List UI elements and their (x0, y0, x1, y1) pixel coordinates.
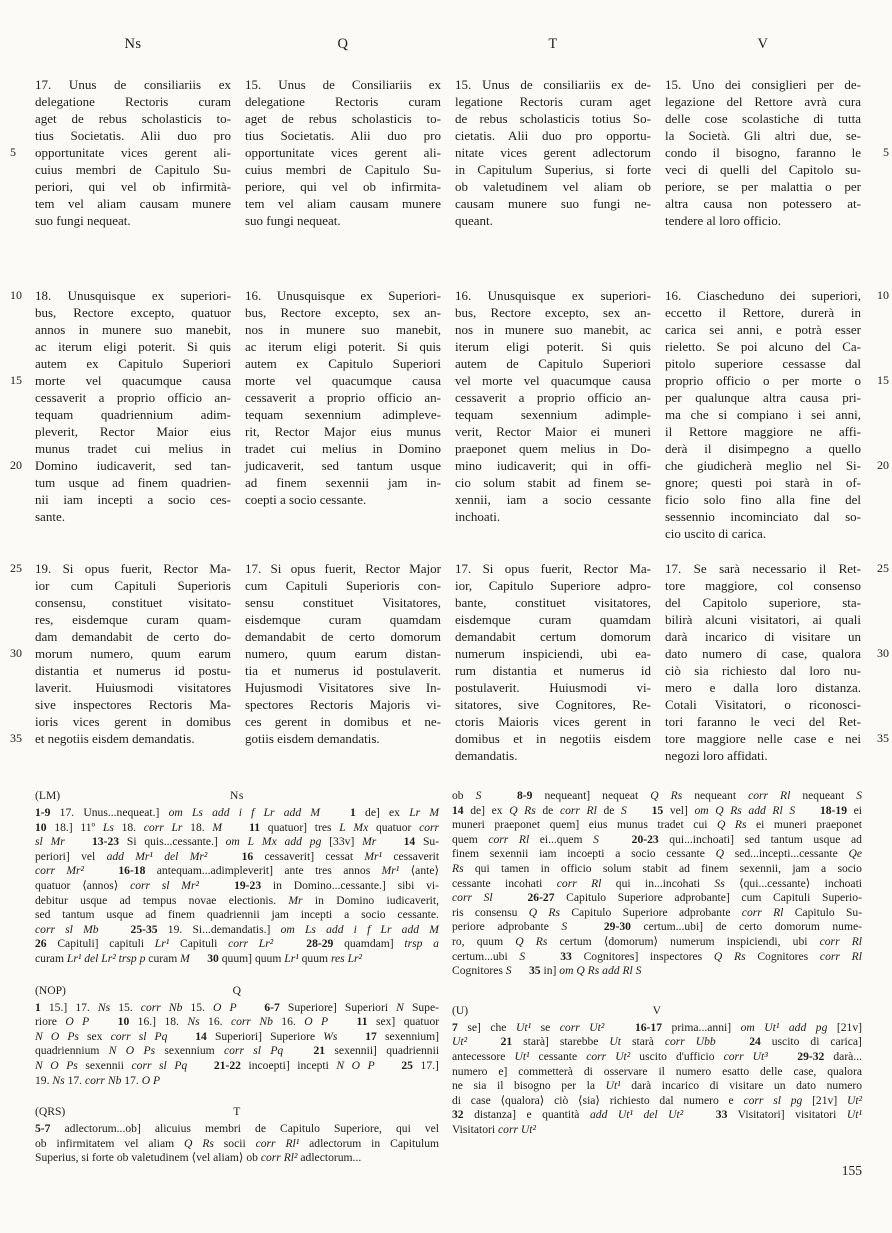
text-line: numerum inspiciendi, ubi ea- (455, 646, 651, 661)
margin-line-number: 10 (10, 288, 22, 302)
column-siglum-q: Q (337, 36, 349, 52)
text-line: derà il disimpegno a quello (665, 441, 861, 456)
text-line: tequam sexennium adimpleve- (245, 407, 441, 422)
apparatus-line: cessante incohati corr Rl qui in...incohati Ss ⟨qui...cessante⟩ inchoati (452, 876, 863, 890)
text-line: gotiis eisdem demandatis. (245, 731, 380, 746)
text-line: tequam sexennium adimple- (455, 407, 651, 422)
column-siglum-v: V (757, 36, 769, 52)
apparatus-section-lm-header (35, 789, 439, 804)
apparatus-line: 5-7 adlectorum...ob] alicuius membri de Capitulo Superiore, qui vel (35, 1122, 440, 1136)
text-line: eisdemque curam quamdam (245, 612, 441, 627)
text-line: periori, qui vel ob infirmità- (35, 179, 231, 194)
text-line: vel morte vel quacumque causa (455, 373, 651, 388)
text-line: periore, se per malattia o per (665, 179, 861, 194)
apparatus-line: Ut² 21 starà] starebbe Ut starà corr Ubb 24 uscito di carica] (452, 1035, 862, 1049)
apparatus-entries-u (452, 1021, 862, 1138)
text-line: negozi loro affidati. (665, 748, 768, 763)
margin-line-number: 30 (877, 646, 889, 660)
apparatus-line: 7 se] che Ut¹ se corr Ut² 16-17 prima...anni] om Ut¹ add pg [21v] (452, 1020, 863, 1034)
margin-line-number: 5 (10, 145, 16, 159)
text-line: delegatione Rectoris curam (245, 94, 441, 109)
apparatus-section-nop (35, 984, 439, 1089)
apparatus-line: 10 18.] 11º Ls 18. corr Lr 18. M 11 quatuor] tres L Mx quatuor corr (35, 820, 440, 834)
text-line: darà incarico di visitare un (665, 629, 861, 644)
apparatus-section-qrs (35, 1105, 439, 1166)
text-line: tequam quadriennium adim- (35, 407, 231, 422)
apparatus-section-u-header (452, 1004, 862, 1019)
text-line: mino iudicaverit; qui in offi- (455, 458, 651, 473)
apparatus-section-qrs-header (35, 1105, 439, 1120)
margin-line-number: 35 (10, 731, 22, 745)
text-line: periore, qui vel ob infirmita- (245, 179, 441, 194)
apparatus-line: 26 Capituli] capituli Lr¹ Capituli corr Lr² 28-29 quamdam] trsp a (35, 937, 439, 951)
apparatus-line: quatuor ⟨annos⟩ corr sl Mr² 19-23 in Domino...cessante.] sibi vi- (35, 878, 439, 892)
apparatus-line: ro, quum Q Rs certum ⟨domorum⟩ numerum inspiciendi, ubi corr Rl (452, 934, 863, 948)
apparatus-line: certum...ubi S 33 Cognitores] inspectores Q Rs Cognitores corr Rl (452, 949, 862, 963)
apparatus-entries-nop (35, 1001, 439, 1089)
text-line: tore maggiore, col consenso (665, 578, 861, 593)
text-line: tendere al loro officio. (665, 213, 781, 228)
text-line: sante. (35, 509, 65, 524)
apparatus-line: periore adprobante S 29-30 certum...ubi] de certo domorum nume- (452, 920, 862, 934)
text-line: legatione Rectoris curam aget (455, 94, 651, 109)
apparatus-entries-qrs-continued (452, 789, 862, 979)
text-line: annos in munere suo manebit, (35, 322, 231, 337)
text-line: morum numero, quum earum 30 (10, 646, 231, 661)
text-line: delle cose scolastiche di tutta (665, 111, 861, 126)
text-line: nos in munere suo manebit, ac (455, 322, 651, 337)
apparatus-group-label: (LM) (35, 789, 61, 802)
apparatus-line: muneri praeponet quem] eius munus tradet cui Q Rs ei muneri praeponet (452, 818, 862, 832)
text-line: autem ex Capitulo Superiori (245, 356, 441, 371)
margin-line-number: 30 (10, 646, 22, 660)
column-sigla-row (35, 36, 861, 53)
text-line: autem ex Capitulo Superiori (35, 356, 231, 371)
margin-line-number: 15 (10, 373, 22, 387)
text-line: 17. Si opus fuerit, Rector Ma- (455, 561, 651, 576)
text-line: dam demandabit de certo do- (35, 629, 231, 644)
text-line: rum distantia et numerus id (455, 663, 651, 678)
paragraph-t-16 (455, 287, 651, 525)
text-line: numero, quum earum distan- (245, 646, 441, 661)
text-line: sensu constituet Visitatores, (245, 595, 441, 610)
text-line: ma che si compiano i sei anni, (665, 407, 861, 422)
paragraph-q-15 (245, 76, 441, 229)
apparatus-line: Cognitores S 35 in] om Q Rs add Rl S (452, 964, 642, 978)
apparatus-column-siglum: T (233, 1105, 241, 1119)
text-line: ac iterum eligi poterit. Si quis (245, 339, 441, 354)
text-line: 16. Ciascheduno dei superiori, 10 (665, 288, 889, 303)
text-line: opportunitate vices gerent ali- (245, 145, 441, 160)
text-line: tem vel aliam causam munere (35, 196, 231, 211)
paragraph-row-1 (10, 76, 889, 229)
apparatus-right-column (452, 789, 862, 1137)
text-line: che giudicherà meglio nel Si- 20 (665, 458, 889, 473)
text-line: tore maggiore nelle case e nei 35 (665, 731, 889, 746)
text-line: eisdemque curam quamdam (455, 612, 651, 627)
apparatus-group-label: (QRS) (35, 1105, 66, 1119)
text-line: inchoati. (455, 509, 501, 524)
text-line: cum Capituli Superioris con- (245, 578, 441, 593)
text-line: iterum eligi poterit. Si quis (455, 339, 651, 354)
text-line: causam munere suo fungi ne- (455, 196, 651, 211)
apparatus-line: ris consensu Q Rs Capitulo Superiore adprobante corr Rl Capitulo Su- (452, 905, 863, 919)
text-line: eccetto il Rettore, durerà in (665, 305, 861, 320)
apparatus-line: numero e] commetterà di osservare il numero esatto delle case, qualora (452, 1064, 862, 1078)
text-line: Domino iudicaverit, sed tan- 20 (10, 458, 231, 473)
text-line: aget de rebus scholasticis to- (245, 111, 441, 126)
apparatus-group-label: (NOP) (35, 983, 66, 997)
text-line: ac iterum eligi poterit. Si quis (35, 339, 231, 354)
apparatus-line: quem corr Rl ei...quem S 20-23 qui...inchoati] sed tantum usque ad (452, 832, 862, 846)
text-line: tori faranno le veci del Ret- (665, 714, 861, 729)
text-line: sive inspectores Rectoris Ma- (35, 697, 231, 712)
margin-line-number: 15 (877, 373, 889, 387)
text-line: consensu, constituet visitato- (35, 595, 231, 610)
apparatus-line: ob S 8-9 nequeant] nequeat Q Rs nequeant corr Rl nequeant S (452, 789, 862, 802)
text-line: 15. Unus de consiliariis ex de- (455, 77, 651, 92)
text-line: 17. Se sarà necessario il Ret- 25 (665, 561, 889, 576)
text-line: postulaverit. Huiusmodi vi- (455, 680, 651, 695)
apparatus-entries-lm (35, 806, 439, 967)
text-line: 19. Si opus fuerit, Rector Ma- 25 (10, 561, 231, 576)
apparatus-column-siglum: Q (232, 983, 242, 997)
text-line: bus, Rectore excepto, sex an- (245, 305, 441, 320)
text-line: domibus et in negotiis eisdem (455, 731, 651, 746)
text-line: demandatis. (455, 748, 518, 763)
paragraph-row-2 (10, 287, 889, 542)
paragraph-q-16 (245, 287, 441, 508)
text-line: munus tradet cui melius in (35, 441, 231, 456)
paragraph-row-3 (10, 560, 889, 764)
text-line: 17. Si opus fuerit, Rector Major (245, 561, 441, 576)
margin-line-number: 25 (877, 561, 889, 575)
apparatus-line: ob infirmitatem vel aliam Q Rs socii corr Rl¹ adlectorum in Capitulum (35, 1136, 440, 1150)
apparatus-section-lm (35, 789, 439, 967)
text-line: praeponet quem melius in Do- (455, 441, 651, 456)
text-line: morte vel quacumque causa (245, 373, 441, 388)
paragraph-ns-17 (10, 76, 231, 229)
text-line: il Rettore maggiore ne affi- (665, 424, 861, 439)
text-line: ad finem sexennii jam in- (245, 475, 441, 490)
text-line: sessennio incominciato dal so- (665, 509, 861, 524)
apparatus-line: N O Ps sex corr sl Pq 14 Superiori] Superiore Ws 17 sexennium] (35, 1029, 440, 1043)
apparatus-line: riore O P 10 16.] 18. Ns 16. corr Nb 16. O P 11 sex] quatuor (35, 1015, 440, 1029)
text-line: rit, Rector Major eius munus (245, 424, 441, 439)
text-line: coepti a socio cessante. (245, 492, 367, 507)
paragraph-t-15 (455, 76, 651, 229)
margin-line-number: 10 (877, 288, 889, 302)
apparatus-section-qrs-continued (452, 789, 862, 979)
text-line: per qualunque altra causa pri- (665, 390, 861, 405)
text-line: veci di quelli del Capitolo su- (665, 162, 861, 177)
text-line: delegatione Rectoris curam (35, 94, 231, 109)
paragraph-t-17 (455, 560, 651, 764)
text-line: ioris vices gerent in domibus (35, 714, 231, 729)
text-line: ctoris Maioris vices gerent in (455, 714, 651, 729)
text-line: et negotiis eisdem demandatis. 35 (10, 731, 195, 746)
apparatus-line: debitur usque ad tempus novae electionis. Mr in Domino iudicaverit, (35, 893, 440, 907)
text-line: condo il bisogno, faranno le 5 (665, 145, 889, 160)
paragraph-v-15 (665, 76, 889, 229)
text-line: morte vel quacumque causa 15 (10, 373, 231, 388)
margin-line-number: 20 (877, 458, 889, 472)
margin-line-number: 20 (10, 458, 22, 472)
text-line: verit, Rector Maior ei muneri (455, 424, 651, 439)
text-line: queant. (455, 213, 493, 228)
text-line: 15. Uno dei consiglieri per de- (665, 77, 861, 92)
text-line: la Società. Gli altri due, se- (665, 128, 861, 143)
apparatus-line: sed tantum usque ad finem quadriennii jam incepti a socio cessante. (35, 908, 439, 922)
text-line: cessaverit a proprio officio an- (455, 390, 651, 405)
text-line: bus, Rectore excepto, quatuor (35, 305, 231, 320)
text-line: tum usque ad finem quadrien- (35, 475, 231, 490)
text-line: legazione del Rettore avrà cura (665, 94, 861, 109)
text-line: opportunitate vices gerent ali- 5 (10, 145, 231, 160)
apparatus-line: sl Mr 13-23 Si quis...cessante.] om L Mx add pg [33v] Mr 14 Su- (35, 835, 440, 849)
text-line: autem de Capitulo Superiori (455, 356, 651, 371)
text-line: rieletto. Se poi alcuno del Ca- (665, 339, 861, 354)
text-line: spectores Rectoris Majoris vi- (245, 697, 441, 712)
apparatus-section-u (452, 1004, 862, 1138)
apparatus-line: 19. Ns 17. corr Nb 17. O P (35, 1073, 161, 1087)
text-line: 16. Unusquisque ex Superiori- (245, 288, 441, 303)
page-number: 155 (841, 1163, 862, 1178)
apparatus-line: Visitatori corr Ut² (452, 1122, 536, 1136)
text-line: nitate vices gerent adlectorum (455, 145, 651, 160)
text-line: cio uscito di carica. (665, 526, 767, 541)
text-line: proprio officio o per morte o 15 (665, 373, 889, 388)
text-line: in Capitulum Superius, si forte (455, 162, 651, 177)
column-siglum-t: T (548, 36, 558, 52)
text-line: bus, Rectore excepto, sex an- (455, 305, 651, 320)
text-line: ob valetudinem vel aliam ob (455, 179, 651, 194)
text-line: xennii, iam a socio cessante (455, 492, 651, 507)
apparatus-line: 32 distanza] e quantità add Ut¹ del Ut² 33 Visitatori] visitatori Ut¹ (452, 1108, 862, 1122)
text-line: ficio solo fino alla fine del (665, 492, 861, 507)
paragraph-v-16 (665, 287, 889, 542)
text-line: de rebus scholasticis totius So- (455, 111, 651, 126)
text-line: 16. Unusquisque ex superiori- (455, 288, 651, 303)
apparatus-line: Rs qui tamen in officio solum stabit ad finem sexennii, jam a socio (452, 861, 862, 875)
text-line: sitatores, sive Cognitores, Re- (455, 697, 651, 712)
text-line: suo fungi nequeat. (245, 213, 341, 228)
margin-line-number: 5 (883, 145, 889, 159)
text-line: carica sei anni, e potrà esser (665, 322, 861, 337)
text-line: tius Societatis. Alii duo pro (35, 128, 231, 143)
apparatus-column-siglum: Ns (230, 789, 244, 802)
text-line: del Capitolo superiore, sta- (665, 595, 861, 610)
apparatus-section-nop-header (35, 984, 439, 999)
apparatus-column-siglum: V (652, 1003, 662, 1017)
text-line: mero e dalla loro distanza. (665, 680, 861, 695)
text-line: bilirà alcuni visitatori, ai quali (665, 612, 861, 627)
text-line: nii iam incepti a socio ces- (35, 492, 231, 507)
apparatus-line: 1 15.] 17. Ns 15. corr Nb 15. O P 6-7 Superiore] Superiori N Supe- (35, 1000, 439, 1014)
text-line: demandabit de certo domorum (245, 629, 441, 644)
text-line: tradet cui melius in Domino (245, 441, 441, 456)
text-line: 17. Unus de consiliariis ex (35, 77, 231, 92)
column-siglum-ns: Ns (124, 36, 142, 52)
text-line: ior cum Capituli Superioris (35, 578, 231, 593)
text-line: cietatis. Alii duo pro opportu- (455, 128, 651, 143)
text-line: cessaverit a proprio officio an- (245, 390, 441, 405)
text-line: tem vel aliam causam munere (245, 196, 441, 211)
text-line: ior, Capitulo Superiore adpro- (455, 578, 651, 593)
apparatus-line: antecessore Ut¹ cessante corr Ut² uscito d'ufficio corr Ut³ 29-32 darà... (452, 1049, 863, 1063)
apparatus-line: corr Mr² 16-18 antequam...adimpleverit] ante tres annos Mr¹ ⟨ante⟩ (35, 864, 440, 878)
text-line: Hujusmodi Visitatores sive In- (245, 680, 441, 695)
text-line: laverit. Huiusmodi visitatores (35, 680, 231, 695)
text-line: 18. Unusquisque ex superiori- 10 (10, 288, 231, 303)
paragraph-q-17 (245, 560, 441, 747)
text-line: cuius membri de Capitulo Su- (35, 162, 231, 177)
margin-line-number: 35 (877, 731, 889, 745)
apparatus-line: quadriennium N O Ps sexennium corr sl Pq 21 sexennii] quadriennii (35, 1044, 440, 1058)
text-line: pleverit, Rector Maior eius (35, 424, 231, 439)
paragraph-ns-18 (10, 287, 231, 525)
apparatus-line: periori] vel add Mr¹ del Mr² 16 cessaverit] cessat Mr¹ cessaverit (35, 849, 440, 863)
text-line: demandabit certum domorum (455, 629, 651, 644)
apparatus-line: corr Sl 26-27 Capitulo Superiore adprobante] cum Capituli Superio- (452, 891, 862, 905)
apparatus-line: finem sexennii iam incoepti a socio cessante Q sed...incepti...cessante Qe (452, 847, 862, 861)
text-line: cessaverit a proprio officio an- (35, 390, 231, 405)
apparatus-line: ne sia il bisogno per la Ut¹ darà incarico di visitare un dato numero (452, 1079, 863, 1093)
apparatus-line: di case ⟨qualora⟩ ciò ⟨sia⟩ richiesto dal numero e corr sl pg [21v] Ut² (452, 1093, 863, 1107)
text-line: altra causa non potessero at- (665, 196, 861, 211)
apparatus-group-label: (U) (452, 1003, 469, 1017)
apparatus-left-column (35, 789, 439, 1166)
paragraph-ns-19 (10, 560, 231, 747)
text-line: nos in munere suo manebit, (245, 322, 441, 337)
text-line: judicaverit, sed tantum usque (245, 458, 441, 473)
apparatus-entries-qrs (35, 1122, 439, 1166)
apparatus-line: curam Lr¹ del Lr² trsp p curam M 30 quum] quum Lr¹ quum res Lr² (35, 951, 363, 965)
text-line: suo fungi nequeat. (35, 213, 131, 228)
text-line: pitolo superiore cessasse dal (665, 356, 861, 371)
paragraph-v-17 (665, 560, 889, 764)
text-line: res, eisdemque curam quam- (35, 612, 231, 627)
text-line: gnore; questi poi starà in of- (665, 475, 861, 490)
text-line: ciò sia richiesto dal loro nu- (665, 663, 861, 678)
apparatus-line: N O Ps sexennii corr sl Pq 21-22 incoepti] incepti N O P 25 17.] (35, 1058, 439, 1072)
apparatus-line: Superius, si forte ob valetudinem ⟨vel aliam⟩ ob corr Rl² adlectorum... (35, 1151, 362, 1165)
apparatus-line: corr sl Mb 25-35 19. Si...demandatis.] om Ls add i f Lr add M (35, 922, 439, 936)
text-line: ces gerent in domibus et ne- (245, 714, 441, 729)
text-line: 15. Unus de Consiliariis ex (245, 77, 441, 92)
text-line: tia et numerus id postulaverit. (245, 663, 441, 678)
text-line: cuius membri de Capitulo Su- (245, 162, 441, 177)
text-line: aget de rebus scholasticis to- (35, 111, 231, 126)
text-line: bante, constituet visitatores, (455, 595, 651, 610)
apparatus-line: 1-9 17. Unus...nequeat.] om Ls add i f Lr add M 1 de] ex Lr M (35, 806, 440, 819)
text-line: cio solum stabit ad finem se- (455, 475, 651, 490)
text-line: tius Societatis. Alii duo pro (245, 128, 441, 143)
text-line: distantia et numerus id postu- (35, 663, 231, 678)
apparatus-line: 14 de] ex Q Rs de corr Rl de S 15 vel] om Q Rs add Rl S 18-19 ei (452, 803, 862, 817)
text-line: dato numero di case, qualora 30 (665, 646, 889, 661)
text-line: Cotali Visitatori, o riconosci- (665, 697, 861, 712)
margin-line-number: 25 (10, 561, 22, 575)
